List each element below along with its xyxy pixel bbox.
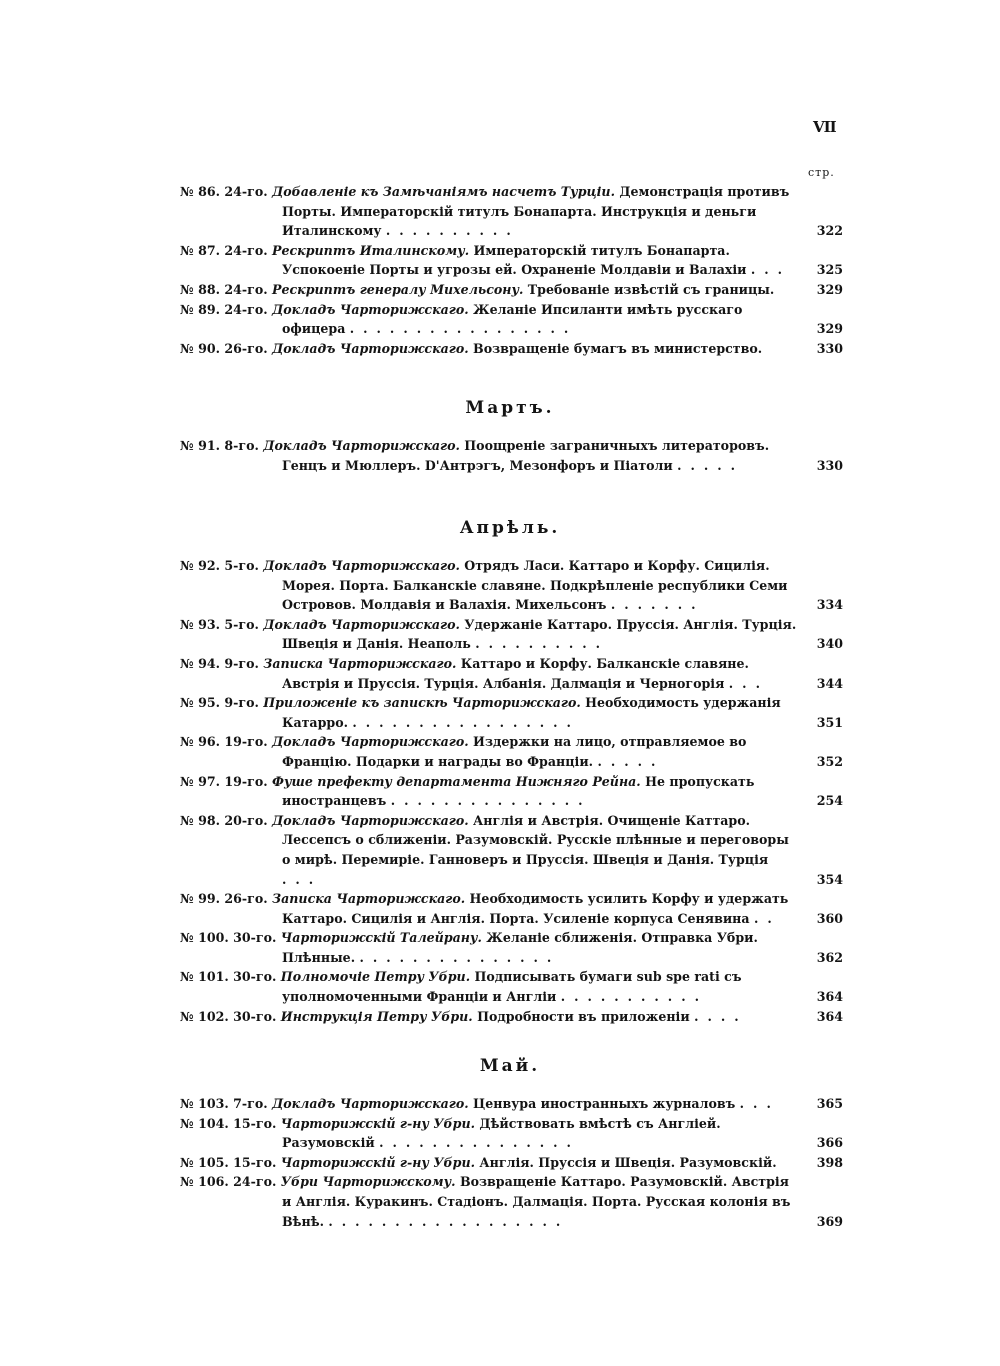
leader-dots: ............... bbox=[379, 1135, 580, 1151]
entry-number: № 102. bbox=[180, 1008, 229, 1024]
entry-date: 24-го. bbox=[224, 242, 268, 258]
entry-page: 330 bbox=[816, 457, 843, 473]
toc-entry bbox=[180, 1172, 845, 1231]
month-heading-may: Май. bbox=[479, 1056, 541, 1076]
entry-page: 364 bbox=[816, 1008, 843, 1024]
page-number: VII bbox=[813, 118, 836, 136]
entry-description: Англія и Австрія. Очищеніе Каттаро. Лессепсъ о сближеніи. Разумовскій. Русскіе плѣнные и переговоры о мирѣ. Перемиріе. Ганноверъ и Пруссія. Швеція и Данія. Турція bbox=[282, 812, 789, 867]
entry-date: 30-го. bbox=[233, 930, 277, 946]
entry-date: 19-го. bbox=[224, 734, 268, 750]
toc-entry bbox=[180, 615, 845, 654]
leader-dots: ... bbox=[728, 675, 769, 691]
entry-number: № 103. bbox=[180, 1096, 229, 1111]
entry-description: Необходимость удержанія Катарро. bbox=[282, 695, 781, 730]
entry-page: 344 bbox=[816, 675, 843, 691]
entry-description: Издержки на лицо, отправляемое во Францію. Подарки и награды во Франціи. bbox=[282, 734, 747, 769]
entry-number: № 95. bbox=[180, 695, 220, 711]
leader-dots: ... bbox=[750, 262, 792, 278]
entry-page: 365 bbox=[816, 1096, 843, 1111]
leader-dots: ... bbox=[739, 1096, 780, 1111]
entry-description: Желаніе Ипсиланти имѣть русскаго офицера bbox=[282, 301, 743, 337]
toc-entry bbox=[180, 556, 845, 615]
entry-page: 364 bbox=[816, 989, 843, 1005]
entry-title: Докладъ Чарторижскаго. bbox=[272, 340, 469, 356]
entry-page: 354 bbox=[816, 871, 843, 887]
entry-number: № 94. bbox=[180, 655, 220, 671]
entry-description: Удержаніе Каттаро. Пруссія. Англія. Турція. Швеція и Данія. Неаполь bbox=[282, 616, 797, 652]
entry-description: Необходимость усилить Корфу и удержать Каттаро. Сицилія и Англія. Порта. Усиленіе корпуса Сенявина bbox=[282, 891, 789, 926]
toc-entry bbox=[180, 693, 845, 732]
entry-description: Поощреніе заграничныхъ литераторовъ. Генцъ и Мюллеръ. D'Антрэгъ, Мезонфоръ и Піатоли bbox=[282, 438, 770, 473]
toc-entry bbox=[180, 928, 845, 967]
entry-date: 24-го. bbox=[224, 184, 268, 199]
entry-page: 330 bbox=[816, 340, 843, 356]
entry-title: Докладъ Чарторижскаго. bbox=[272, 734, 469, 750]
leader-dots: ................. bbox=[352, 714, 580, 730]
entry-description: Возвращеніе Каттаро. Разумовскій. Австрія и Англія. Куракинъ. Стадіонъ. Далмація. Порта. Русская колонія въ Вѣнѣ. bbox=[282, 1174, 791, 1229]
entry-date: 26-го. bbox=[224, 891, 268, 907]
entry-date: 5-го. bbox=[224, 616, 259, 632]
entry-page: 334 bbox=[816, 597, 843, 613]
entry-date: 9-го. bbox=[224, 655, 259, 671]
entry-title: Докладъ Чарторижскаго. bbox=[272, 812, 469, 828]
entry-number: № 100. bbox=[180, 930, 229, 946]
entry-description: Желаніе сближенія. Отправка Убри. Плѣнные. bbox=[282, 930, 758, 965]
entry-page: 369 bbox=[816, 1213, 843, 1229]
section-may bbox=[180, 1094, 845, 1231]
entry-date: 24-го. bbox=[233, 1174, 277, 1190]
entry-date: 19-го. bbox=[224, 773, 268, 789]
leader-dots: ................. bbox=[349, 321, 578, 337]
leader-dots: .......... bbox=[475, 636, 610, 652]
entry-description: Ценвура иностранныхъ журналовъ bbox=[473, 1096, 736, 1111]
entry-title: Убри Чарторижскому. bbox=[280, 1174, 456, 1190]
entry-title: Приложеніе къ запискѣ Чарторижскаго. bbox=[263, 695, 581, 711]
entry-page: 340 bbox=[816, 636, 843, 652]
entry-date: 7-го. bbox=[233, 1096, 268, 1111]
entry-number: № 91. bbox=[180, 438, 220, 453]
entry-number: № 101. bbox=[180, 969, 229, 985]
entry-description: Не пропускать иностранцевъ bbox=[282, 773, 755, 809]
entry-page: 362 bbox=[816, 949, 843, 965]
leader-dots: ............... bbox=[390, 793, 592, 809]
entry-date: 8-го. bbox=[224, 438, 259, 453]
toc-entry bbox=[180, 732, 845, 771]
toc-entry bbox=[180, 1007, 845, 1027]
entry-number: № 97. bbox=[180, 773, 220, 789]
entry-date: 30-го. bbox=[233, 1008, 277, 1024]
entry-title: Полномочіе Петру Убри. bbox=[280, 969, 471, 985]
entry-date: 24-го. bbox=[224, 301, 268, 317]
entry-description: Демонстрація противъ Порты. Императорскій титулъ Бонапарта. Инструкція и деньги Италинскому bbox=[282, 184, 790, 239]
toc-entry bbox=[180, 300, 845, 339]
entry-number: № 87. bbox=[180, 242, 220, 258]
entry-description: Дѣйствовать вмѣстѣ съ Англіей. Разумовскій bbox=[282, 1115, 721, 1151]
entry-number: № 92. bbox=[180, 558, 220, 573]
entry-date: 5-го. bbox=[224, 558, 259, 573]
entry-description: Англія. Пруссія и Швеція. Разумовскій. bbox=[479, 1154, 777, 1170]
toc-entry bbox=[180, 241, 845, 280]
entry-title: Добавленіе къ Замѣчаніямъ насчетъ Турціи. bbox=[272, 184, 615, 199]
entry-description: Возвращеніе бумагъ въ министерство. bbox=[473, 340, 763, 356]
month-heading-march: Мартъ. bbox=[465, 398, 555, 418]
entry-description: Отрядъ Ласи. Каттаро и Корфу. Сицилія. Морея. Порта. Балканскіе славяне. Подкрѣпленіе республики Семи Островов. Молдавія и Валахія. Михельсонъ bbox=[282, 558, 788, 613]
entry-title: Рескриптъ генералу Михельсону. bbox=[272, 281, 524, 297]
entry-title: Записка Чарторижскаго. bbox=[263, 655, 457, 671]
leader-dots: .. bbox=[753, 910, 781, 926]
entry-date: 15-го. bbox=[233, 1154, 277, 1170]
toc-entry bbox=[180, 436, 845, 475]
entry-date: 30-го. bbox=[233, 969, 277, 985]
section-february bbox=[180, 182, 845, 358]
entry-date: 26-го. bbox=[224, 340, 268, 356]
entry-title: Докладъ Чарторижскаго. bbox=[263, 616, 460, 632]
leader-dots: ... bbox=[282, 871, 323, 887]
entry-description: Требованіе извѣстій съ границы. bbox=[527, 281, 775, 297]
entry-description: Каттаро и Корфу. Балканскіе славяне. Австрія и Пруссія. Турція. Албанія. Далмація и Черногорія bbox=[282, 655, 749, 691]
entry-date: 24-го. bbox=[224, 281, 268, 297]
entry-page: 325 bbox=[816, 262, 843, 278]
entry-title: Чарторижскій г-ну Убри. bbox=[280, 1154, 475, 1170]
entry-page: 398 bbox=[816, 1154, 843, 1170]
entry-title: Инструкція Петру Убри. bbox=[280, 1008, 473, 1024]
entry-number: № 89. bbox=[180, 301, 220, 317]
leader-dots: ........... bbox=[560, 989, 708, 1005]
entry-title: Докладъ Чарторижскаго. bbox=[272, 1096, 469, 1111]
leader-dots: .......... bbox=[385, 223, 520, 239]
toc-entry bbox=[180, 811, 845, 889]
leader-dots: .... bbox=[694, 1008, 748, 1024]
entry-date: 20-го. bbox=[224, 812, 268, 828]
entry-number: № 86. bbox=[180, 184, 220, 199]
entry-number: № 90. bbox=[180, 340, 220, 356]
toc-entry bbox=[180, 339, 845, 359]
entry-number: № 88. bbox=[180, 281, 220, 297]
entry-title: Докладъ Чарторижскаго. bbox=[263, 558, 460, 573]
entry-number: № 105. bbox=[180, 1154, 229, 1170]
section-march bbox=[180, 436, 845, 475]
entry-number: № 93. bbox=[180, 616, 220, 632]
toc-entry bbox=[180, 1094, 845, 1114]
entry-date: 9-го. bbox=[224, 695, 259, 711]
toc-entry bbox=[180, 1114, 845, 1153]
leader-dots: ....... bbox=[610, 597, 705, 613]
entry-page: 329 bbox=[816, 281, 843, 297]
leader-dots: .................. bbox=[328, 1213, 570, 1229]
entry-number: № 104. bbox=[180, 1115, 229, 1131]
entry-title: Чарторижскій г-ну Убри. bbox=[280, 1115, 475, 1131]
entry-title: Докладъ Чарторижскаго. bbox=[272, 301, 469, 317]
page-column-label: стр. bbox=[808, 166, 835, 179]
entry-page: 329 bbox=[816, 321, 843, 337]
entry-page: 352 bbox=[816, 753, 843, 769]
entry-number: № 99. bbox=[180, 891, 220, 907]
toc-entry bbox=[180, 182, 845, 241]
toc-entry bbox=[180, 772, 845, 811]
toc-entry bbox=[180, 654, 845, 693]
entry-title: Докладъ Чарторижскаго. bbox=[263, 438, 460, 453]
entry-number: № 106. bbox=[180, 1174, 229, 1190]
section-april bbox=[180, 556, 845, 1026]
leader-dots: ..... bbox=[677, 457, 745, 473]
entry-page: 322 bbox=[816, 223, 843, 239]
entry-description: Подписывать бумаги sub spe rati съ уполномоченными Франціи и Англіи bbox=[282, 969, 742, 1005]
entry-number: № 98. bbox=[180, 812, 220, 828]
leader-dots: ..... bbox=[597, 753, 665, 769]
entry-page: 366 bbox=[816, 1135, 843, 1151]
toc-entry bbox=[180, 889, 845, 928]
entry-title: Чарторижскій Талейрану. bbox=[280, 930, 482, 946]
entry-title: Записка Чарторижскаго. bbox=[272, 891, 466, 907]
entry-description: Подробности въ приложеніи bbox=[477, 1008, 690, 1024]
toc-entry bbox=[180, 1153, 845, 1173]
entry-description: Императорскій титулъ Бонапарта. Успокоеніе Порты и угрозы ей. Охраненіе Молдавіи и Валахіи bbox=[282, 242, 747, 278]
entry-date: 15-го. bbox=[233, 1115, 277, 1131]
leader-dots: ............... bbox=[359, 949, 561, 965]
month-heading-april: Апрѣль. bbox=[459, 518, 561, 538]
toc-entry bbox=[180, 967, 845, 1006]
entry-page: 351 bbox=[816, 714, 843, 730]
toc-entry bbox=[180, 280, 845, 300]
entry-page: 360 bbox=[816, 910, 843, 926]
entry-title: Рескриптъ Италинскому. bbox=[272, 242, 470, 258]
entry-title: Фуше префекту департамента Нижняго Рейна. bbox=[272, 773, 641, 789]
entry-page: 254 bbox=[816, 793, 843, 809]
entry-number: № 96. bbox=[180, 734, 220, 750]
